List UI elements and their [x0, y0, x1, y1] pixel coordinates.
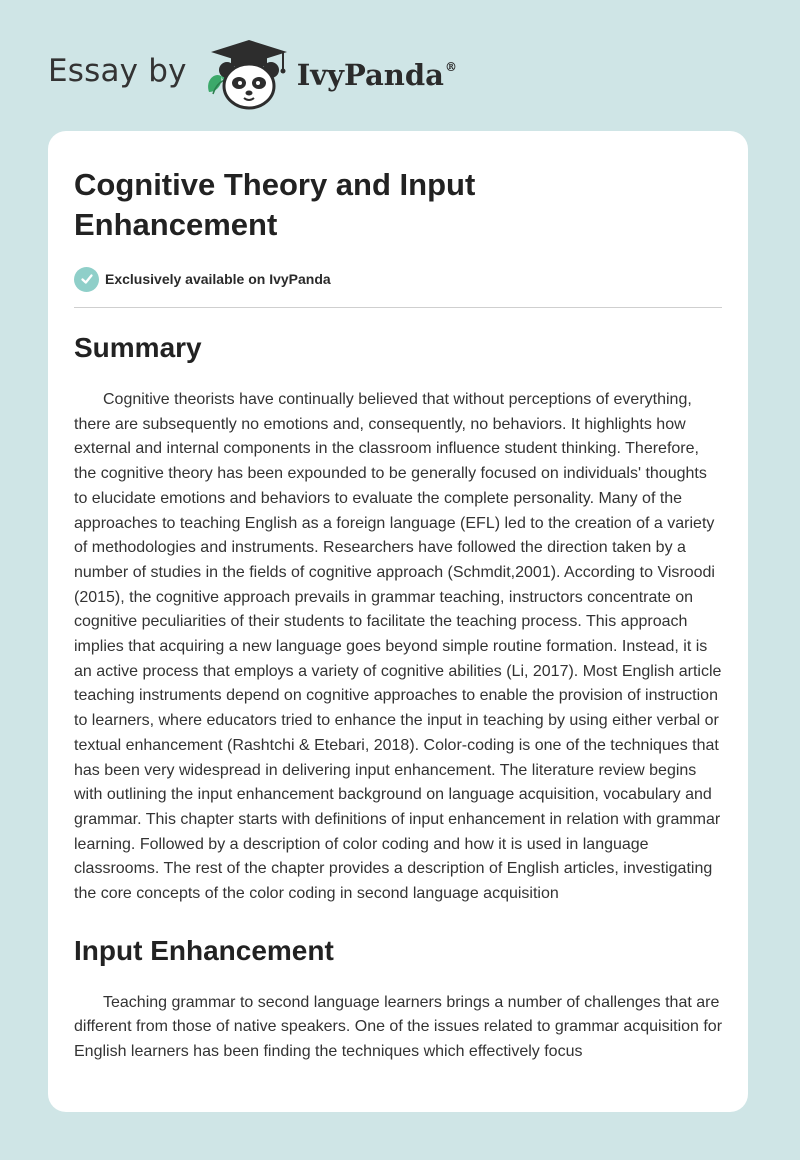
- input-enhancement-paragraph: Teaching grammar to second language learners brings a number of challenges that are different from those of native speakers. One of the issues related to grammar acquisition for English learners has been finding the techniques which effectively focus: [74, 993, 723, 1061]
- brand-header[interactable]: [48, 34, 457, 114]
- section-heading-summary: Summary: [74, 332, 202, 363]
- brand-name: IvyPanda®: [296, 58, 457, 92]
- essay-by-label: Essay by: [48, 53, 187, 89]
- divider: [74, 307, 722, 308]
- article-title: Cognitive Theory and Input Enhancement: [74, 167, 476, 242]
- panda-graduate-icon: [203, 36, 295, 112]
- article-card: [48, 131, 748, 1112]
- registered-mark: ®: [444, 60, 457, 74]
- exclusive-notice: [74, 265, 722, 293]
- summary-paragraph: Cognitive theorists have continually believed that without perceptions of everything, there are subsequently no emotions and, consequently, no behaviors. It highlights how external and internal components in the classroom influence student thinking. Therefore, the cognitive theory has been expounded to be generally focused on individuals' thoughts to elucidate emotions and behaviors to evaluate the complete personality. Many of the approaches to teaching English as a foreign language (EFL) led to the creation of a variety of methodologies and instruments. Researchers have followed the direction taken by a number of studies in the fields of cognitive approach (Schmdit,2001). According to Visroodi (2015), the cognitive approach prevails in grammar teaching, instructors concentrate on cognitive peculiarities of their students to facilitate the teaching process. This approach implies that acquiring a new language goes beyond simple routine formation. Instead, it is an active process that employs a variety of cognitive abilities (Li, 2017). Most English article teaching instruments depend on cognitive approaches to enable the provision of instruction to learners, where educators tried to enhance the input in teaching by using either verbal or textual enhancement (Rashtchi & Etebari, 2018). Color-coding is one of the techniques that has been very widespread in delivering input enhancement. The literature review begins with outlining the input enhancement background on language acquisition, vocabulary and grammar. This chapter starts with definitions of input enhancement in relation with grammar learning. Followed by a description of color coding and how it is used in language classrooms. The rest of the chapter provides a description of English articles, investigating the core concepts of the color coding in second language acquisition: [74, 391, 722, 903]
- checkmark-icon: [74, 267, 99, 292]
- section-heading-input-enhancement: Input Enhancement: [74, 934, 334, 966]
- exclusive-label: Exclusively available on IvyPanda: [105, 271, 331, 287]
